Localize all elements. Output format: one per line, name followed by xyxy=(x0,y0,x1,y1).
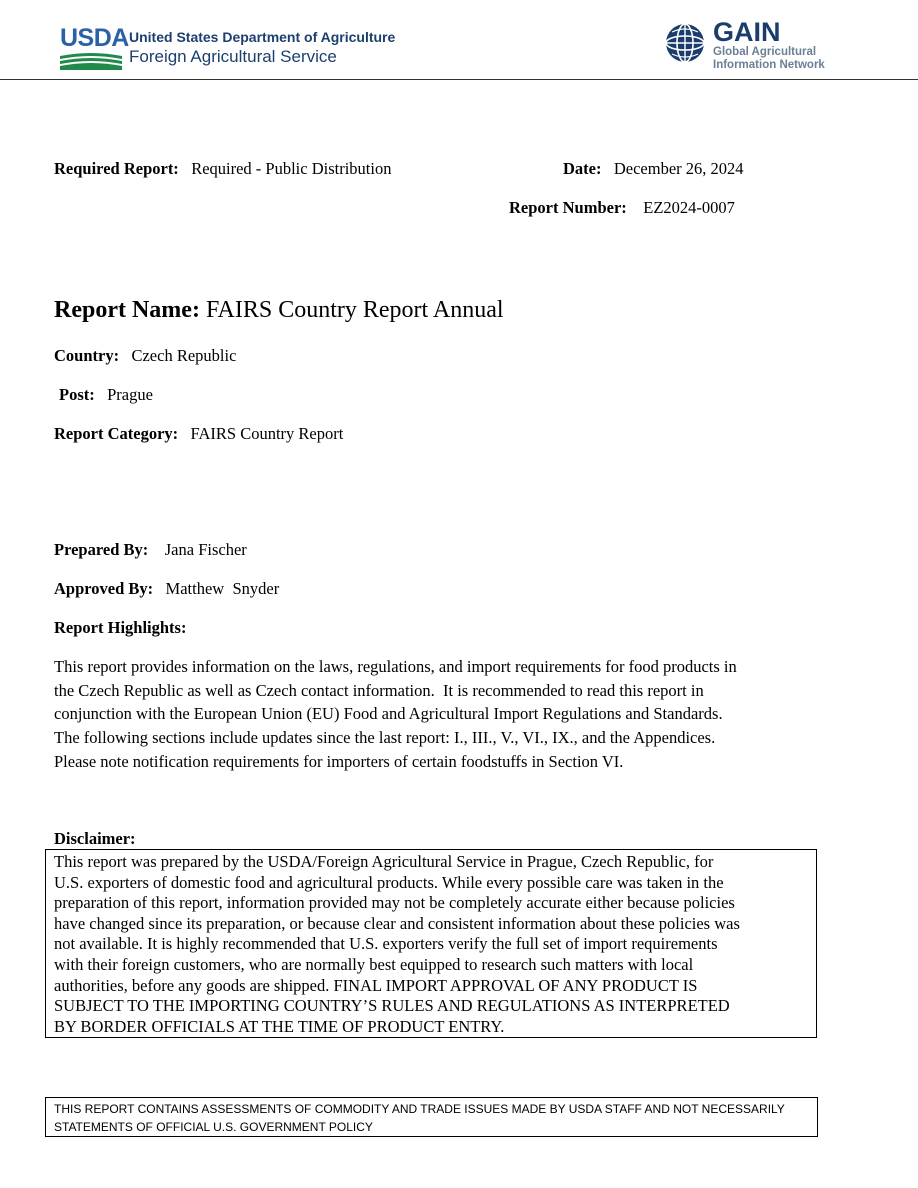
department-name: United States Department of Agriculture xyxy=(129,29,396,45)
disclaimer-line: preparation of this report, information provided may not be completely accurate either because policies xyxy=(54,893,735,913)
post-value: Prague xyxy=(107,385,153,404)
disclaimer-line: authorities, before any goods are shipped. FINAL IMPORT APPROVAL OF ANY PRODUCT IS xyxy=(54,975,698,995)
report-highlights-label: Report Highlights: xyxy=(54,618,187,637)
report-name-row xyxy=(54,297,504,324)
required-report-value: Required - Public Distribution xyxy=(191,159,392,178)
policy-footer-box xyxy=(45,1097,818,1137)
prepared-by-label: Prepared By: xyxy=(54,540,149,559)
approved-by-value: Matthew Snyder xyxy=(165,579,280,598)
footer-line: STATEMENTS OF OFFICIAL U.S. GOVERNMENT POLICY xyxy=(54,1120,373,1134)
country-row xyxy=(54,346,236,366)
report-highlights-text xyxy=(54,655,814,774)
highlights-line: conjunction with the European Union (EU) Food and Agricultural Import Regulations and Standards. xyxy=(54,704,723,724)
disclaimer-label: Disclaimer: xyxy=(54,829,136,848)
country-label: Country: xyxy=(54,346,120,365)
usda-green-bars-icon xyxy=(60,52,122,70)
date-row xyxy=(563,159,744,179)
globe-icon xyxy=(664,22,706,64)
usda-logo-text: USDA xyxy=(60,24,129,52)
approved-by-label: Approved By: xyxy=(54,579,154,598)
disclaimer-box xyxy=(45,849,817,1038)
date-label: Date: xyxy=(563,159,602,178)
report-name-label: Report Name: xyxy=(54,297,200,323)
highlights-line: This report provides information on the laws, regulations, and import requirements for food products in xyxy=(54,657,737,676)
gain-title: GAIN xyxy=(713,17,781,47)
country-value: Czech Republic xyxy=(131,346,237,365)
date-value: December 26, 2024 xyxy=(613,159,744,178)
approved-by-row xyxy=(54,579,279,599)
report-category-label: Report Category: xyxy=(54,424,179,443)
highlights-line: the Czech Republic as well as Czech contact information. It is recommended to read this report in xyxy=(54,680,704,700)
required-report-label: Required Report: xyxy=(54,159,179,178)
report-number-row xyxy=(509,198,735,218)
disclaimer-line: with their foreign customers, who are normally best equipped to research such matters with local xyxy=(54,954,694,974)
prepared-by-row xyxy=(54,540,247,560)
gain-subtitle-line1: Global Agricultural xyxy=(713,46,817,58)
highlights-line: Please note notification requirements for importers of certain foodstuffs in Section VI. xyxy=(54,751,624,771)
report-number-value: EZ2024-0007 xyxy=(643,198,735,217)
report-category-value: FAIRS Country Report xyxy=(190,424,344,443)
report-name-value: FAIRS Country Report Annual xyxy=(205,297,504,323)
report-number-label: Report Number: xyxy=(509,198,627,217)
agency-name: Foreign Agricultural Service xyxy=(129,47,337,66)
disclaimer-line: This report was prepared by the USDA/Foreign Agricultural Service in Prague, Czech Republic, for xyxy=(54,852,714,871)
post-row xyxy=(59,385,153,405)
disclaimer-line: not available. It is highly recommended that U.S. exporters verify the full set of import requirements xyxy=(54,934,718,954)
highlights-line: The following sections include updates since the last report: I., III., V., VI., IX., and the Appendices. xyxy=(54,728,716,748)
post-label: Post: xyxy=(59,385,95,404)
header-divider xyxy=(0,79,918,80)
usda-logo xyxy=(60,24,129,72)
required-report-row xyxy=(54,159,391,179)
report-category-row xyxy=(54,424,343,444)
disclaimer-line: SUBJECT TO THE IMPORTING COUNTRY’S RULES AND REGULATIONS AS INTERPRETED xyxy=(54,996,730,1016)
footer-line: THIS REPORT CONTAINS ASSESSMENTS OF COMMODITY AND TRADE ISSUES MADE BY USDA STAFF AND NOT NECESSARILY xyxy=(54,1102,785,1116)
gain-subtitle-line2: Information Network xyxy=(713,59,825,71)
disclaimer-line: BY BORDER OFFICIALS AT THE TIME OF PRODUCT ENTRY. xyxy=(54,1016,505,1036)
disclaimer-line: have changed since its preparation, or because clear and consistent information about these policies was xyxy=(54,913,740,933)
prepared-by-value: Jana Fischer xyxy=(164,540,247,559)
disclaimer-line: U.S. exporters of domestic food and agricultural products. While every possible care was taken in the xyxy=(54,872,724,892)
